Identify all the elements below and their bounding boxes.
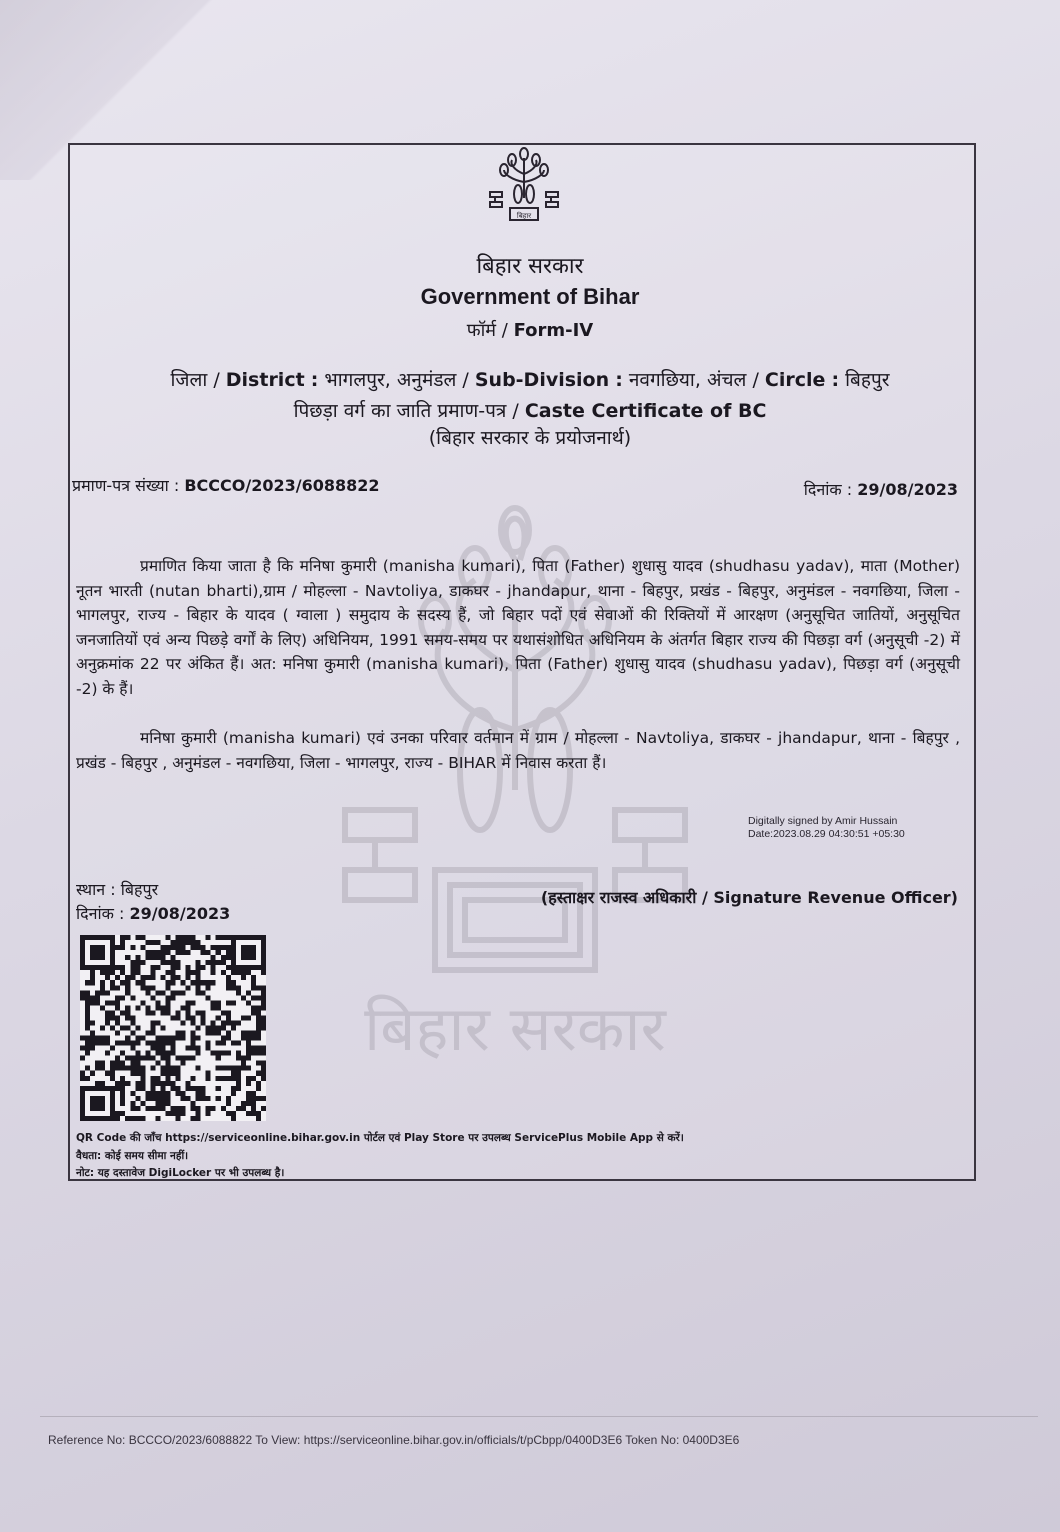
district-label-hi: जिला <box>170 369 208 391</box>
certificate-number-label: प्रमाण-पत्र संख्या : <box>72 476 180 495</box>
form-english: Form-IV <box>513 320 594 341</box>
qr-code-icon[interactable] <box>80 935 266 1121</box>
footer-note-digilocker: नोट: यह दस्तावेज DigiLocker पर भी उपलब्ध है। <box>76 1167 285 1179</box>
place-date <box>76 902 230 924</box>
subdivision-label-hi: अनुमंडल <box>396 369 457 391</box>
certificate-type: पिछड़ा वर्ग का जाति प्रमाण-पत्र / Caste Certificate of BC <box>293 400 767 422</box>
body-paragraph-2: मनिषा कुमारी (manisha kumari) एवं उनका परिवार वर्तमान में ग्राम / मोहल्ला - Navtoliya, डाकघर - jhandapur, थाना - बिहपुर , प्रखंड - बिहपुर , अनुमंडल - नवगछिया, जिला - भागलपुर, राज्य - BIHAR में निवास करता हैं। <box>76 729 960 772</box>
bihar-emblem-icon <box>484 146 564 226</box>
issue-date-value: 29/08/2023 <box>857 480 958 499</box>
body-paragraph-1: प्रमाणित किया जाता है कि मनिषा कुमारी (manisha kumari), पिता (Father) शुधासु यादव (shudhasu yadav), माता (Mother) नूतन भारती (nutan bharti),ग्राम / मोहल्ला - Navtoliya, डाकघर - jhandapur, थाना - बिहपुर, प्रखंड - बिहपुर, अनुमंडल - नवगछिया, जिला - भागलपुर, राज्य - बिहार के यादव ( ग्वाला ) समुदाय के सदस्य हैं, जो बिहार पदों एवं सेवाओं की रिक्तियों में आरक्षण (अनुसूचित जातियों, अनुसूचित जनजातियों एवं अन्य पिछड़े वर्गों के लिए) अधिनियम, 1991 समय-समय पर यथासंशोधित अधिनियम के अंतर्गत बिहार राज्य की पिछड़ा वर्ग (अनुसूची -2) में अनुक्रमांक 22 पर अंकित हैं। अत: मनिषा कुमारी (manisha kumari), पिता (Father) शुधासु यादव (shudhasu yadav), पिछड़ा वर्ग (अनुसूची -2) के हैं। <box>76 557 960 698</box>
certificate-number-value: BCCCO/2023/6088822 <box>184 476 380 495</box>
title-english: Government of Bihar <box>420 284 640 309</box>
circle-value: बिहपुर <box>845 369 890 391</box>
digital-signature <box>748 815 905 841</box>
subdivision-value: नवगछिया <box>628 369 695 391</box>
form-label: फॉर्म / Form-IV <box>466 320 594 341</box>
place-date-value: 29/08/2023 <box>129 904 231 923</box>
district-value: भागलपुर <box>324 369 385 391</box>
location-line: जिला / District : भागलपुर, अनुमंडल / Sub-Division : नवगछिया, अंचल / Circle : बिहपुर <box>170 369 890 391</box>
watermark-text: बिहार सरकार <box>364 992 666 1065</box>
footer-note-validity: वैधता: कोई समय सीमा नहीं। <box>76 1150 189 1162</box>
reference-line: Reference No: BCCCO/2023/6088822 To View: https://serviceonline.bihar.gov.in/officials/t/pCbpp/0400D3E6 Token No: 0400D3E6 <box>48 1433 740 1447</box>
reference-divider <box>40 1416 1038 1417</box>
district-label-en: District <box>225 369 305 391</box>
place-value: बिहपुर <box>120 880 159 899</box>
emblem-label: बिहार <box>516 212 532 220</box>
place-label: स्थान : <box>76 880 116 899</box>
place-date-label: दिनांक : <box>76 904 125 923</box>
subdivision-label-en: Sub-Division <box>474 369 610 391</box>
certificate-purpose: (बिहार सरकार के प्रयोजनार्थ) <box>428 427 632 449</box>
circle-label-en: Circle <box>764 369 826 391</box>
place <box>76 878 158 900</box>
certificate-number <box>72 474 380 496</box>
circle-label-hi: अंचल <box>706 369 747 391</box>
digital-signature-line2: Date:2023.08.29 04:30:51 +05:30 <box>748 828 905 840</box>
digital-signature-line1: Digitally signed by Amir Hussain <box>748 815 898 827</box>
certificate-type-hindi: पिछड़ा वर्ग का जाति प्रमाण-पत्र <box>293 400 507 422</box>
issue-date <box>804 478 958 500</box>
issue-date-label: दिनांक : <box>803 480 853 499</box>
form-hindi: फॉर्म <box>466 320 497 341</box>
certificate-type-english: Caste Certificate of BC <box>524 400 767 422</box>
signature-caption: (हस्ताक्षर राजस्व अधिकारी / Signature Revenue Officer) <box>540 888 958 907</box>
title-hindi: बिहार सरकार <box>476 254 584 279</box>
footer-note-qr: QR Code की जाँच https://serviceonline.bihar.gov.in पोर्टल एवं Play Store पर उपलब्ध ServicePlus Mobile App से करें। <box>76 1132 684 1144</box>
